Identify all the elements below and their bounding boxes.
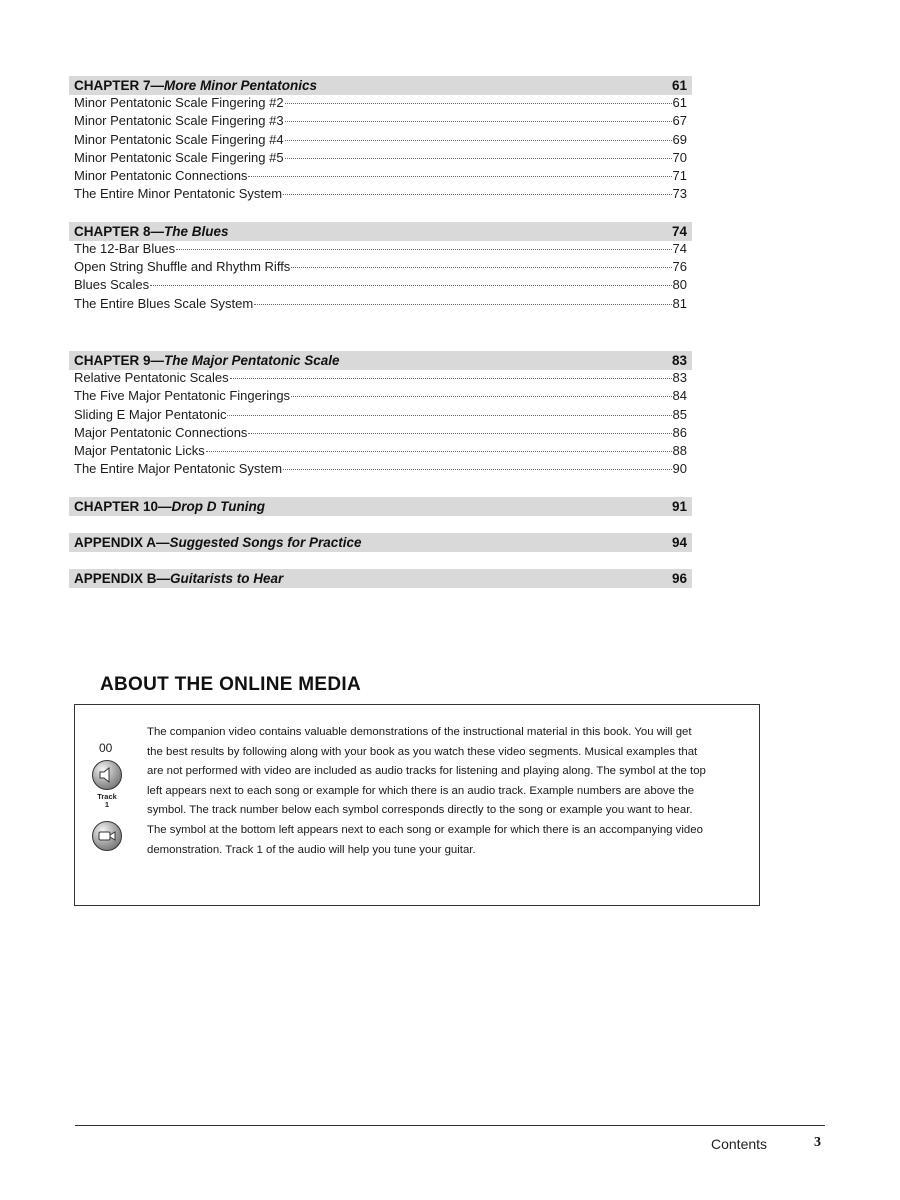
toc-entry-title: The Five Major Pentatonic Fingerings xyxy=(74,388,291,404)
dot-leader xyxy=(227,415,671,416)
toc-entry-page: 61 xyxy=(672,95,687,110)
dot-leader xyxy=(285,158,672,159)
toc-entry-page: 70 xyxy=(672,149,687,165)
toc-entry-page: 74 xyxy=(672,240,687,256)
example-number: 00 xyxy=(99,741,113,755)
toc-entry[interactable] xyxy=(69,443,692,461)
online-media-box xyxy=(74,704,760,906)
toc-entry[interactable] xyxy=(69,388,692,406)
toc-entry[interactable] xyxy=(69,296,692,314)
chapter-name: Suggested Songs for Practice xyxy=(169,534,362,550)
chapter-heading[interactable] xyxy=(69,222,692,241)
toc-entry-title: Relative Pentatonic Scales xyxy=(74,369,229,385)
chapter-label: APPENDIX A— xyxy=(74,534,170,550)
toc-entry-title: Blues Scales xyxy=(74,277,150,293)
toc-section xyxy=(69,76,692,205)
track-number: 1 xyxy=(104,800,110,809)
dot-leader xyxy=(291,396,671,397)
dot-leader xyxy=(254,304,671,305)
chapter-name: Drop D Tuning xyxy=(171,498,266,514)
toc-entry-page: 90 xyxy=(672,461,687,477)
toc-entry-title: Minor Pentatonic Scale Fingering #5 xyxy=(74,149,284,165)
toc-entry-title: Sliding E Major Pentatonic xyxy=(74,406,227,422)
toc-entry-page: 73 xyxy=(672,186,687,202)
toc-entry-page: 85 xyxy=(672,406,687,422)
toc-entry[interactable] xyxy=(69,241,692,259)
toc-entry-page: 83 xyxy=(672,369,687,385)
toc-entry-title: The Entire Blues Scale System xyxy=(74,295,254,311)
toc-entry-page: 84 xyxy=(672,388,687,404)
track-label xyxy=(89,793,125,809)
about-heading: ABOUT THE ONLINE MEDIA xyxy=(100,674,361,695)
dot-leader xyxy=(285,140,672,141)
track-label-text: Track xyxy=(97,792,117,801)
media-description: The companion video contains valuable demonstrations of the instructional material in this book. You will get the best results by following along with your book as you watch these video segments. Musical examples that are not performed with video are included as audio tracks for listening and playing along. The symbol at the top left appears next to each song or example for which there is an audio track. Example numbers are above the symbol. The track number below each symbol corresponds directly to the song or example you want to hear. The symbol at the bottom left appears next to each song or example for which there is an accompanying video demonstration. Track 1 of the audio will help you tune your guitar. xyxy=(147,726,706,856)
table-of-contents xyxy=(69,76,692,588)
chapter-heading[interactable] xyxy=(69,497,692,516)
chapter-name: The Blues xyxy=(164,223,229,239)
footer-page-number: 3 xyxy=(814,1135,821,1150)
toc-entry-page: 67 xyxy=(672,113,687,129)
toc-entry-page: 88 xyxy=(672,443,687,459)
footer-section-label: Contents xyxy=(711,1136,768,1152)
chapter-page: 94 xyxy=(671,534,687,550)
toc-entry-title: The Entire Major Pentatonic System xyxy=(74,461,283,477)
chapter-page: 83 xyxy=(671,352,687,368)
chapter-page: 61 xyxy=(671,78,687,93)
toc-entry[interactable] xyxy=(69,259,692,277)
dot-leader xyxy=(285,103,672,104)
toc-entry-page: 86 xyxy=(672,424,687,440)
dot-leader xyxy=(283,469,671,470)
chapter-label: CHAPTER 10— xyxy=(74,498,172,514)
toc-entry[interactable] xyxy=(69,95,692,113)
dot-leader xyxy=(206,451,672,452)
chapter-title xyxy=(74,78,317,93)
toc-entry-title: Major Pentatonic Connections xyxy=(74,424,248,440)
chapter-page: 91 xyxy=(671,498,687,514)
chapter-heading[interactable] xyxy=(69,76,692,95)
toc-section xyxy=(69,351,692,480)
toc-entry-page: 80 xyxy=(672,277,687,293)
dot-leader xyxy=(230,378,672,379)
toc-entry[interactable] xyxy=(69,277,692,295)
toc-entry[interactable] xyxy=(69,186,692,204)
chapter-label: CHAPTER 8— xyxy=(74,223,165,239)
dot-leader xyxy=(283,194,671,195)
toc-section xyxy=(69,533,692,552)
toc-entry[interactable] xyxy=(69,113,692,131)
toc-entry-title: Open String Shuffle and Rhythm Riffs xyxy=(74,259,291,275)
toc-entry-title: The Entire Minor Pentatonic System xyxy=(74,186,283,202)
chapter-heading[interactable] xyxy=(69,533,692,552)
dot-leader xyxy=(285,121,672,122)
toc-entry[interactable] xyxy=(69,461,692,479)
chapter-name: Guitarists to Hear xyxy=(170,570,284,586)
toc-entry-page: 69 xyxy=(672,131,687,147)
speaker-icon xyxy=(92,760,122,790)
toc-entry-page: 76 xyxy=(672,259,687,275)
chapter-heading[interactable] xyxy=(69,351,692,370)
toc-entry[interactable] xyxy=(69,425,692,443)
chapter-heading[interactable] xyxy=(69,569,692,588)
toc-entry[interactable] xyxy=(69,132,692,150)
chapter-title xyxy=(74,224,229,239)
toc-entry[interactable] xyxy=(69,407,692,425)
toc-entry-title: Minor Pentatonic Scale Fingering #4 xyxy=(74,131,284,147)
toc-entry-title: Major Pentatonic Licks xyxy=(74,443,205,459)
chapter-title xyxy=(74,353,340,368)
chapter-title xyxy=(74,571,283,586)
video-camera-icon xyxy=(92,821,122,851)
chapter-title xyxy=(74,535,362,550)
chapter-name: More Minor Pentatonics xyxy=(164,78,318,93)
chapter-label: CHAPTER 7— xyxy=(74,78,165,93)
toc-entry-title: Minor Pentatonic Connections xyxy=(74,168,248,184)
chapter-label: CHAPTER 9— xyxy=(74,352,165,368)
dot-leader xyxy=(150,285,671,286)
toc-section xyxy=(69,222,692,314)
toc-entry-page: 81 xyxy=(672,295,687,311)
toc-section xyxy=(69,569,692,588)
chapter-page: 96 xyxy=(671,570,687,586)
dot-leader xyxy=(176,249,671,250)
toc-entry[interactable] xyxy=(69,370,692,388)
toc-entry-title: The 12-Bar Blues xyxy=(74,240,176,256)
toc-entry[interactable] xyxy=(69,168,692,186)
toc-entry[interactable] xyxy=(69,150,692,168)
footer-divider xyxy=(75,1125,825,1126)
chapter-label: APPENDIX B— xyxy=(74,570,171,586)
chapter-name: The Major Pentatonic Scale xyxy=(164,352,340,368)
dot-leader xyxy=(248,433,671,434)
toc-entry-title: Minor Pentatonic Scale Fingering #2 xyxy=(74,95,284,110)
dot-leader xyxy=(248,176,671,177)
toc-entry-title: Minor Pentatonic Scale Fingering #3 xyxy=(74,113,284,129)
toc-section xyxy=(69,497,692,516)
chapter-title xyxy=(74,499,265,514)
chapter-page: 74 xyxy=(671,223,687,239)
dot-leader xyxy=(291,267,671,268)
toc-entry-page: 71 xyxy=(672,168,687,184)
